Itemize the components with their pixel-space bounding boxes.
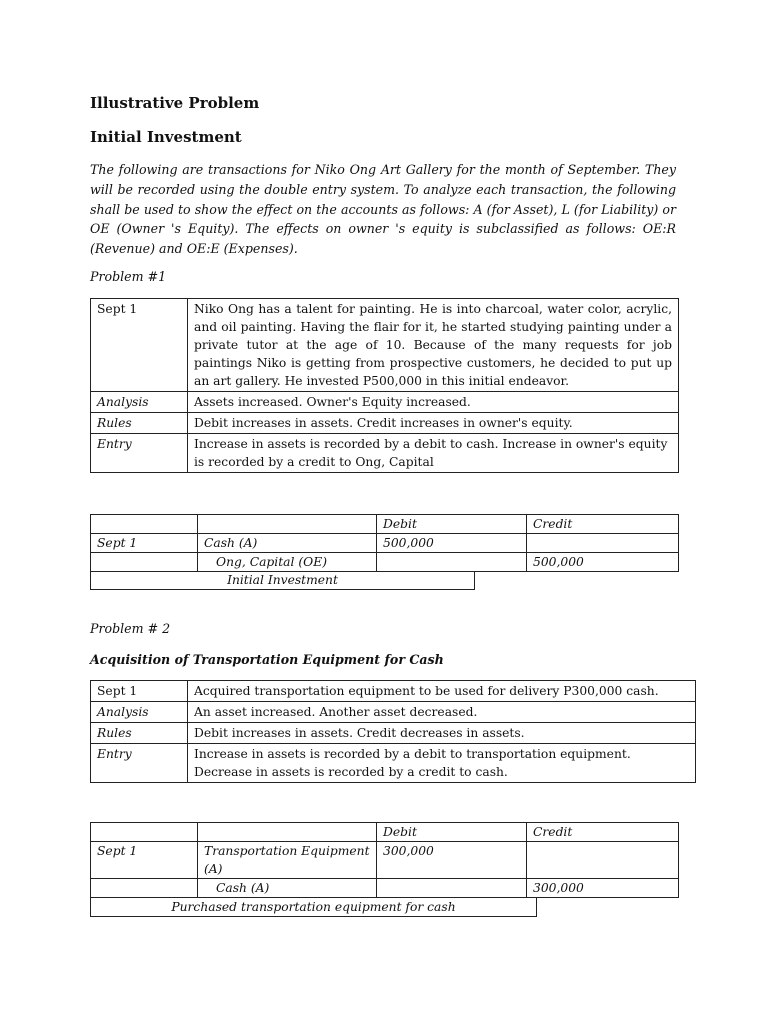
row-key: Sept 1	[91, 681, 188, 702]
account-name: Ong, Capital (OE)	[198, 553, 377, 572]
row-key: Entry	[91, 434, 188, 473]
problem-1-label: Problem #1	[90, 269, 167, 284]
row-text: An asset increased. Another asset decreased.	[188, 702, 696, 723]
table-row	[91, 681, 696, 702]
problem-1-ledger-table	[90, 514, 679, 572]
problem-2-label: Problem # 2	[90, 621, 171, 636]
problem-2-heading: Acquisition of Transportation Equipment for Cash	[90, 652, 444, 667]
problem-2-entry-explanation: Purchased transportation equipment for cash	[90, 898, 537, 917]
row-key: Entry	[91, 744, 188, 783]
problem-2-ledger-table	[90, 822, 679, 898]
row-text: Increase in assets is recorded by a debit to transportation equipment. Decrease in assets is recorded by a credit to cash.	[188, 744, 696, 783]
debit-amount: 300,000	[377, 842, 527, 879]
account-name: Cash (A)	[198, 534, 377, 553]
debit-header: Debit	[377, 515, 527, 534]
table-row	[91, 299, 679, 392]
row-text: Debit increases in assets. Credit increases in owner's equity.	[188, 413, 679, 434]
row-key: Sept 1	[91, 299, 188, 392]
table-row	[91, 413, 679, 434]
debit-amount	[377, 879, 527, 898]
intro-paragraph: The following are transactions for Niko Ong Art Gallery for the month of September. They will be recorded using the double entry system. To analyze each transaction, the following shall be used to show the effect on the accounts as follows: A (for Asset), L (for Liability) or OE (Owner 's Equity). The effects on owner 's equity is subclassified as follows: OE:R (Revenue) and OE:E (Expenses).	[90, 162, 676, 257]
debit-amount	[377, 553, 527, 572]
entry-date: Sept 1	[91, 534, 198, 553]
row-text: Debit increases in assets. Credit decreases in assets.	[188, 723, 696, 744]
entry-date: Sept 1	[91, 842, 198, 879]
account-name: Cash (A)	[198, 879, 377, 898]
row-text: Niko Ong has a talent for painting. He is into charcoal, water color, acrylic, and oil painting. Having the flair for it, he started studying painting under a private tutor at the age of 10. Because of the many requests for job paintings Niko is getting from prospective customers, he decided to put up an art gallery. He invested P500,000 in this initial endeavor.	[188, 299, 679, 392]
table-row	[91, 553, 679, 572]
problem-1-entry-explanation: Initial Investment	[90, 571, 475, 590]
table-row	[91, 723, 696, 744]
account-name: Transportation Equipment (A)	[198, 842, 377, 879]
table-row	[91, 842, 679, 879]
credit-amount	[527, 534, 679, 553]
section-title: Initial Investment	[90, 128, 242, 146]
table-row	[91, 434, 679, 473]
row-key: Analysis	[91, 702, 188, 723]
row-text: Increase in assets is recorded by a debit to cash. Increase in owner's equity is recorded by a credit to Ong, Capital	[188, 434, 679, 473]
credit-amount: 300,000	[527, 879, 679, 898]
entry-date	[91, 879, 198, 898]
row-key: Rules	[91, 413, 188, 434]
row-text: Acquired transportation equipment to be used for delivery P300,000 cash.	[188, 681, 696, 702]
credit-header: Credit	[527, 515, 679, 534]
table-row	[91, 744, 696, 783]
problem-1-description-table	[90, 298, 679, 473]
table-row	[91, 534, 679, 553]
credit-amount	[527, 842, 679, 879]
row-key: Rules	[91, 723, 188, 744]
ledger-header-row	[91, 823, 679, 842]
page-title: Illustrative Problem	[90, 94, 260, 112]
table-row	[91, 879, 679, 898]
debit-amount: 500,000	[377, 534, 527, 553]
row-key: Analysis	[91, 392, 188, 413]
entry-date	[91, 553, 198, 572]
ledger-header-row	[91, 515, 679, 534]
problem-2-description-table	[90, 680, 696, 783]
debit-header: Debit	[377, 823, 527, 842]
table-row	[91, 392, 679, 413]
table-row	[91, 702, 696, 723]
row-text: Assets increased. Owner's Equity increased.	[188, 392, 679, 413]
credit-amount: 500,000	[527, 553, 679, 572]
credit-header: Credit	[527, 823, 679, 842]
